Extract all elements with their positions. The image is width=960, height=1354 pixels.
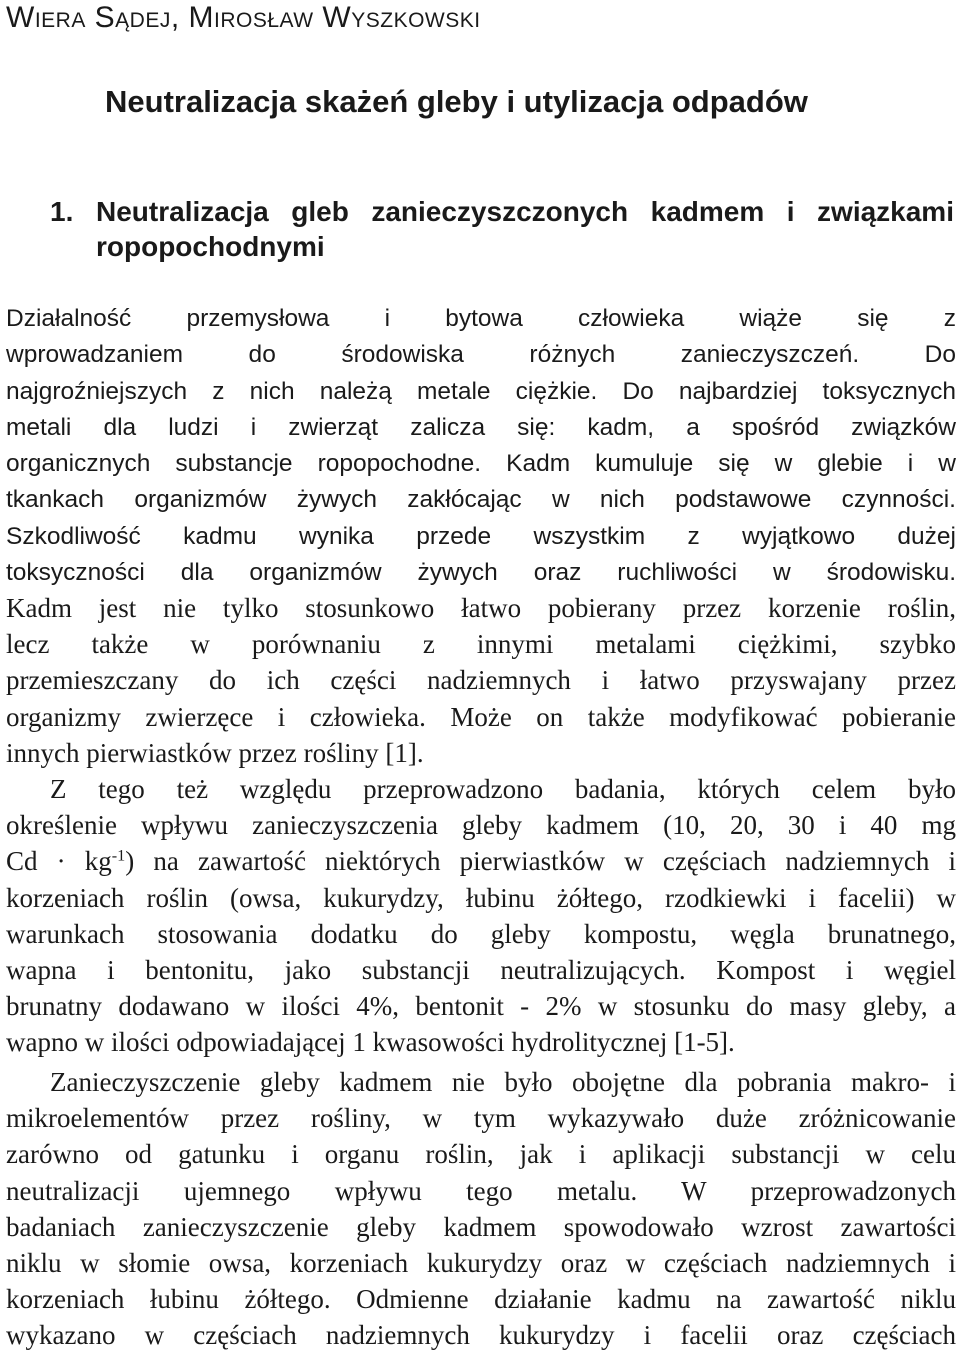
text-line: wprowadzaniem do środowiska różnych zanieczyszczeń. Do bbox=[6, 341, 956, 369]
text-line: Działalność przemysłowa i bytowa człowieka wiąże się z bbox=[6, 305, 956, 332]
text-line: warunkach stosowania dodatku do gleby kompostu, węgla brunatnego, bbox=[6, 918, 956, 949]
unit-exponent: -1 bbox=[111, 846, 126, 865]
text-line: wapno w ilości odpowiadającej 1 kwasowości hydrolitycznej [1-5]. bbox=[6, 1027, 735, 1058]
text-line: wykazano w częściach nadziemnych kukurydzy i facelii oraz częściach bbox=[6, 1320, 956, 1351]
running-header-authors: Wiera Sądej, Mirosław Wyszkowski bbox=[6, 1, 481, 34]
section-number: 1. bbox=[50, 196, 74, 227]
text-line: Z tego też względu przeprowadzono badania, których celem było bbox=[50, 774, 956, 804]
text-line: organizmy zwierzęce i człowieka. Może on także modyfikować pobieranie bbox=[6, 701, 956, 732]
text-line: organicznych substancje ropopochodne. Kadm kumuluje się w glebie i w bbox=[6, 450, 956, 478]
text-line: badaniach zanieczyszczenie gleby kadmem spowodowało wzrost zawartości bbox=[6, 1211, 956, 1242]
text-line: najgroźniejszych z nich należą metale ciężkie. Do najbardziej toksycznych bbox=[6, 377, 956, 405]
unit-text: Cd · kg bbox=[6, 846, 112, 877]
text-line: korzeniach łubinu żółtego. Odmienne działanie kadmu na zawartość niklu bbox=[6, 1284, 956, 1315]
text-line: neutralizacji ujemnego wpływu tego metalu. W przeprowadzonych bbox=[6, 1175, 956, 1206]
text-line: Zanieczyszczenie gleby kadmem nie było obojętne dla pobrania makro- i bbox=[50, 1067, 956, 1097]
text-line-tail: ) na zawartość niektórych pierwiastków w częściach nadziemnych i bbox=[125, 846, 956, 877]
text-line: korzeniach roślin (owsa, kukurydzy, łubinu żółtego, rzodkiewki i facelii) w bbox=[6, 882, 956, 913]
section-title-line-1: Neutralizacja gleb zanieczyszczonych kadmem i związkami bbox=[96, 196, 954, 227]
text-line: Kadm jest nie tylko stosunkowo łatwo pobierany przez korzenie roślin, bbox=[6, 593, 956, 623]
text-line: tkankach organizmów żywych zakłócając w nich podstawowe czynności. bbox=[6, 486, 956, 514]
text-line: innych pierwiastków przez rośliny [1]. bbox=[6, 737, 424, 768]
text-line: określenie wpływu zanieczyszczenia gleby kadmem (10, 20, 30 i 40 mg bbox=[6, 810, 956, 841]
text-line: toksyczności dla organizmów żywych oraz ruchliwości w środowisku. bbox=[6, 559, 956, 587]
paragraph-results bbox=[6, 1064, 956, 1354]
text-line: Szkodliwość kadmu wynika przede wszystkim z wyjątkowo dużej bbox=[6, 522, 956, 550]
text-line: wapna i bentonitu, jako substancji neutralizujących. Kompost i węgiel bbox=[6, 955, 956, 986]
chapter-title: Neutralizacja skażeń gleby i utylizacja odpadów bbox=[105, 84, 808, 119]
text-line: niklu w słomie owsa, korzeniach kukurydzy oraz w częściach nadziemnych i bbox=[6, 1248, 956, 1279]
text-line: mikroelementów przez rośliny, w tym wykazywało duże zróżnicowanie bbox=[6, 1103, 956, 1134]
text-line-with-unit bbox=[6, 843, 956, 879]
text-line: przemieszczany do ich części nadziemnych i łatwo przyswajany przez bbox=[6, 665, 956, 696]
paragraph-research-aim bbox=[6, 771, 956, 1061]
text-line: zarówno od gatunku i organu roślin, jak i aplikacji substancji w celu bbox=[6, 1139, 956, 1170]
section-heading bbox=[50, 194, 954, 264]
text-line: brunatny dodawano w ilości 4%, bentonit - 2% w stosunku do masy gleby, a bbox=[6, 991, 956, 1022]
text-line: metali dla ludzi i zwierząt zalicza się: kadm, a spośród związków bbox=[6, 413, 956, 441]
intro-paragraph bbox=[6, 301, 956, 591]
section-title-line-2: ropopochodnymi bbox=[96, 231, 325, 262]
text-line: lecz także w porównaniu z innymi metalami ciężkimi, szybko bbox=[6, 629, 956, 660]
paragraph-cadmium-uptake bbox=[6, 590, 956, 771]
